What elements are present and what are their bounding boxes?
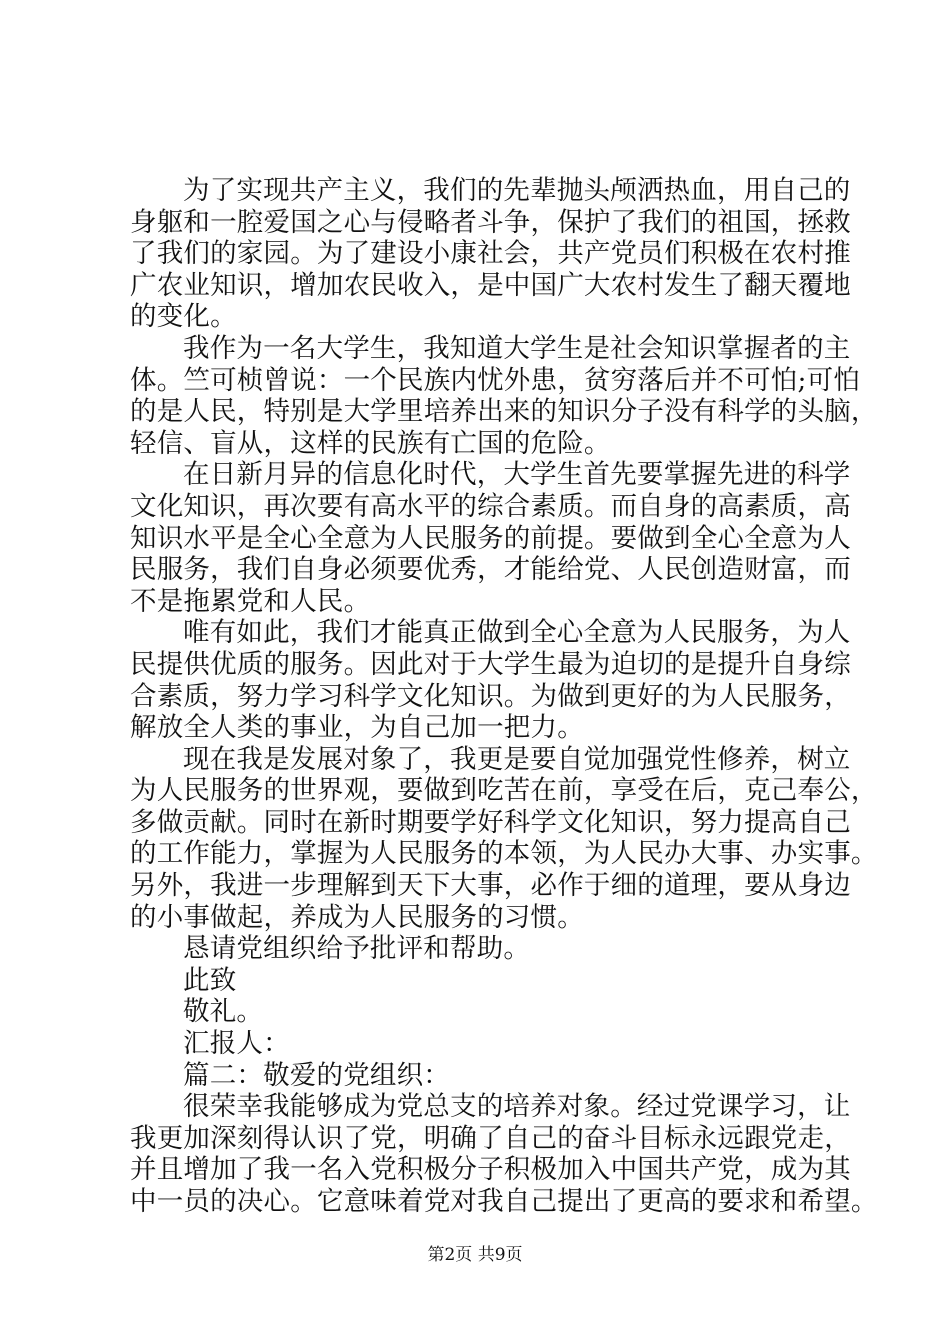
text-line: 篇二：敬爱的党组织： xyxy=(183,1059,450,1091)
text-line: 汇报人： xyxy=(183,1028,290,1060)
text-line: 的变化。 xyxy=(130,301,237,333)
text-line: 为人民服务的世界观，要做到吃苦在前，享受在后，克己奉公， xyxy=(130,775,878,807)
text-line: 我作为一名大学生，我知道大学生是社会知识掌握者的主 xyxy=(183,332,851,364)
text-line: 广农业知识，增加农民收入，是中国广大农村发生了翻天覆地 xyxy=(130,269,851,301)
text-line: 知识水平是全心全意为人民服务的前提。要做到全心全意为人 xyxy=(130,522,851,554)
text-line: 敬礼。 xyxy=(183,996,264,1028)
text-line: 轻信、盲从，这样的民族有亡国的危险。 xyxy=(130,427,611,459)
text-line: 的工作能力，掌握为人民服务的本领，为人民办大事、办实事。 xyxy=(130,838,878,870)
text-line: 为了实现共产主义，我们的先辈抛头颅洒热血，用自己的 xyxy=(183,175,851,206)
text-line: 不是拖累党和人民。 xyxy=(130,585,371,617)
text-line: 文化知识，再次要有高水平的综合素质。而自身的高素质，高 xyxy=(130,490,851,522)
text-line: 恳请党组织给予批评和帮助。 xyxy=(183,933,531,965)
text-line: 多做贡献。同时在新时期要学好科学文化知识，努力提高自己 xyxy=(130,806,851,838)
text-line: 的是人民，特别是大学里培养出来的知识分子没有科学的头脑， xyxy=(130,396,878,428)
text-line: 民服务，我们自身必须要优秀，才能给党、人民创造财富，而 xyxy=(130,554,851,586)
text-line: 解放全人类的事业，为自己加一把力。 xyxy=(130,712,584,744)
text-line: 我更加深刻得认识了党，明确了自己的奋斗目标永远跟党走， xyxy=(130,1122,851,1154)
text-line: 此致 xyxy=(183,964,237,996)
page-footer: 第2页 共9页 xyxy=(427,1245,523,1265)
text-line: 了我们的家园。为了建设小康社会，共产党员们积极在农村推 xyxy=(130,238,851,270)
text-line: 在日新月异的信息化时代，大学生首先要掌握先进的科学 xyxy=(183,459,851,491)
text-line: 体。竺可桢曾说：一个民族内忧外患，贫穷落后并不可怕;可怕 xyxy=(130,364,861,396)
text-line: 中一员的决心。它意味着党对我自己提出了更高的要求和希望。 xyxy=(130,1186,878,1217)
text-line: 并且增加了我一名入党积极分子积极加入中国共产党，成为其 xyxy=(130,1154,851,1186)
text-line: 合素质，努力学习科学文化知识。为做到更好的为人民服务， xyxy=(130,680,851,712)
text-line: 民提供优质的服务。因此对于大学生最为迫切的是提升自身综 xyxy=(130,648,851,680)
text-line: 唯有如此，我们才能真正做到全心全意为人民服务，为人 xyxy=(183,617,851,649)
text-line: 的小事做起，养成为人民服务的习惯。 xyxy=(130,901,584,933)
document-body xyxy=(130,175,878,1218)
text-line: 现在我是发展对象了，我更是要自觉加强党性修养，树立 xyxy=(183,743,851,775)
text-line: 另外，我进一步理解到天下大事，必作于细的道理，要从身边 xyxy=(130,870,851,902)
text-line: 身躯和一腔爱国之心与侵略者斗争，保护了我们的祖国，拯救 xyxy=(130,206,851,238)
text-line: 很荣幸我能够成为党总支的培养对象。经过党课学习，让 xyxy=(183,1091,851,1123)
